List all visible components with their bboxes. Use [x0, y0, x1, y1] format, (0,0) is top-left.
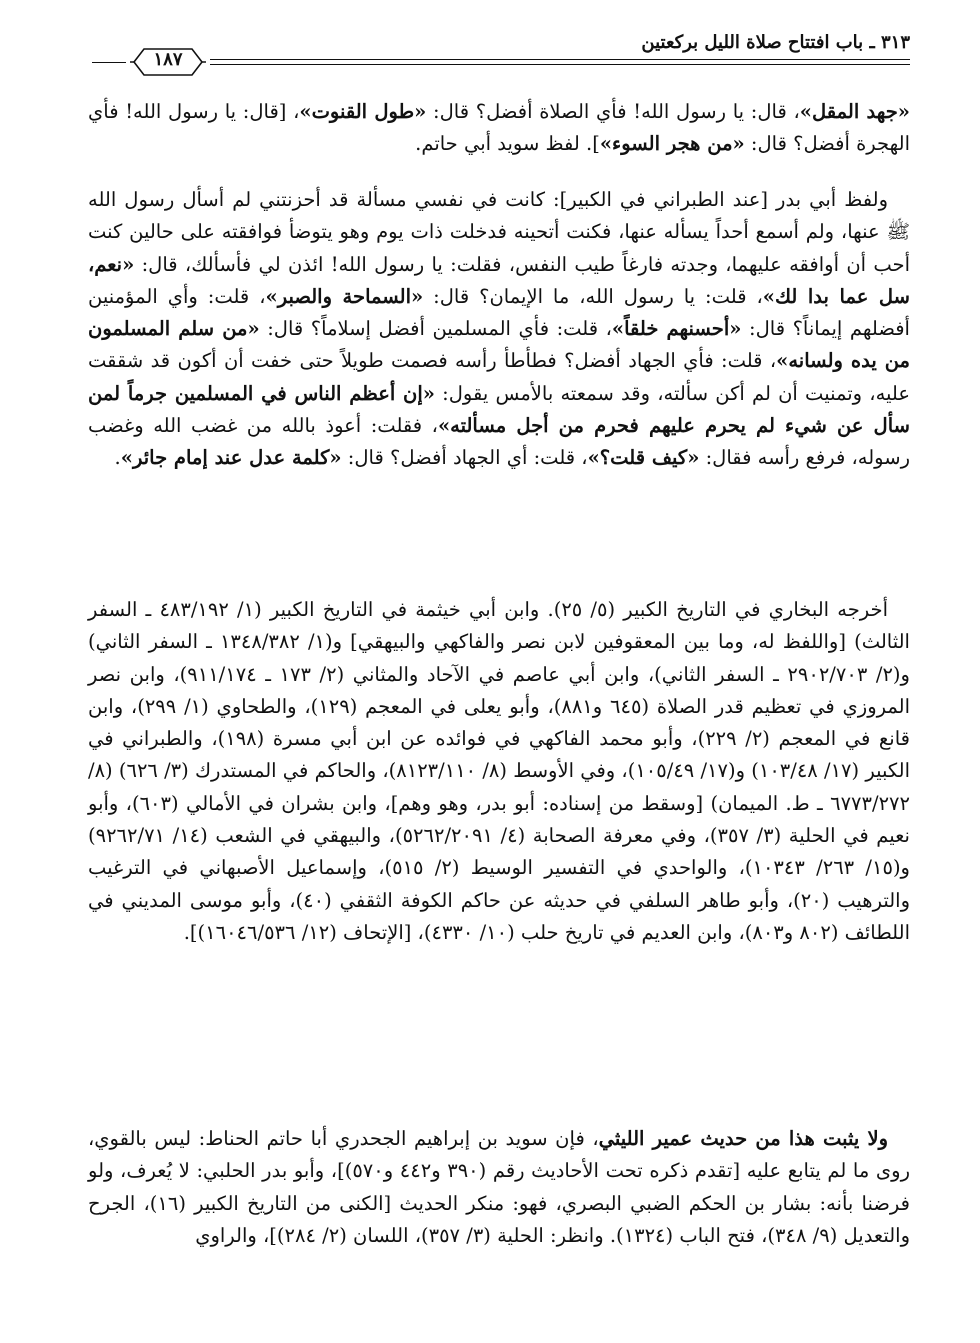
text-span: ، قلت: أي الجهاد أفضل؟ قال: — [341, 446, 588, 470]
header-rule-right-top — [210, 59, 910, 60]
paragraph-isnad-assessment — [88, 1123, 910, 1252]
hadith-quote: «نعم، سل عما بدا لك» — [88, 252, 910, 308]
hadith-quote: «أحسنهم خلقاً» — [611, 317, 742, 341]
text-span: . — [114, 446, 121, 470]
hadith-quote: «طول القنوت» — [299, 100, 427, 123]
text-span: ، قلت: فأي المسلمين أفضل إسلاماً؟ قال: — [259, 317, 612, 341]
page-number: ١٨٧ — [153, 49, 183, 70]
text-span: ، قلت: فأي الجهاد أفضل؟ فطأطأ رأسه فصمت طويلاً حتى خفت أن أكون قد شققت عليه، وتمنيت أن لم أكن سألته، وقد سمعته بالأمس يقول: — [88, 349, 910, 405]
text-span: ، قلت: وأي المؤمنين أفضلهم إيماناً؟ قال: — [88, 284, 910, 341]
text-span: ، فإن سويد بن إبراهيم الجحدري أبا حاتم الحناط: ليس بالقوي، روى ما لم يتابع عليه [تقدم ذكره تحت الأحاديث رقم (٣٩٠ و٤٤٢ و٥٧٠)]، وأبو بدر الحلبي: لا يُعرف، ولو فرضنا بأنه: بشار بن الحكم الضبي البصري، فهو: منكر الحديث [الكنى من التاريخ الكبير (١٦)، الجرح والتعديل (٩/ ٣٤٨)، فتح الباب (١٣٢٤). وانظر: الحلية (٣/ ٣٥٧)، اللسان (٢/ ٢٨٤)]، والراوي — [88, 1127, 910, 1247]
text-span: ، قال: يا رسول الله! فأي الصلاة أفضل؟ قال: — [426, 100, 800, 123]
page-header — [92, 30, 910, 72]
header-rule-right-bottom — [210, 64, 910, 65]
text-span: ، فقلت: أعوذ بالله من غضب الله وغضب رسوله، فرفع رأسه فقال: — [88, 414, 910, 470]
page-number-badge — [130, 46, 206, 78]
ruling-heading: ولا يثبت هذا من حديث عمير الليثي — [598, 1127, 888, 1150]
paragraph-hadith-continuation — [88, 96, 910, 161]
text-span: ، [قال: يا رسول الله! فأي الهجرة أفضل؟ قال: — [88, 100, 910, 156]
hadith-quote: «السماحة والصبر» — [265, 284, 424, 308]
hadith-quote: «من سلم المسلمون من يده ولسانه» — [88, 317, 910, 373]
text-span: ، قلت: يا رسول الله، ما الإيمان؟ قال: — [423, 284, 763, 308]
hadith-quote: «من هجر السوء» — [599, 132, 745, 156]
paragraph-abu-badr-wording — [88, 184, 910, 475]
sources-text: أخرجه البخاري في التاريخ الكبير (٥/ ٢٥). وابن أبي خيثمة في التاريخ الكبير (١/ ٤٨٣/١٩٢ ـ السفر الثالث) [واللفظ له، وما بين المعقوفين لابن نصر والفاكهي والبيهقي] و(١/ ١٣٤٨/٣٨٢ ـ السفر الثاني) و(٢/ ٢٩٠٢/٧٠٣ ـ السفر الثاني)، وابن أبي عاصم في الآحاد والمثاني (٢/ ١٧٣ ـ ٩١١/١٧٤)، وابن نصر المروزي في تعظيم قدر الصلاة (٦٤٥ و٨٨١)، وأبو يعلى في المعجم (١٢٩)، والطحاوي (١/ ٢٩٩)، وابن قانع في المعجم (٢/ ٢٢٩)، وأبو محمد الفاكهي في فوائده عن ابن أبي مسرة (١٩٨)، والطبراني في الكبير (١٧/ ١٠٣/٤٨) و(١٧/ ١٠٥/٤٩)، وفي الأوسط (٨/ ٨١٢٣/١١٠)، والحاكم في المستدرك (٣/ ٦٢٦) (٨/ ٦٧٧٣/٢٧٢ ـ ط. الميمان) [وسقط من إسناده: أبو بدر، وهو وهم]، وابن بشران في الأمالي (٦٠٣)، وأبو نعيم في الحلية (٣/ ٣٥٧)، وفي معرفة الصحابة (٤/ ٥٢٦٢/٢٠٩١)، والبيهقي في الشعب (١٤/ ٩٢٦٢/٧١) و(١٥/ ٢٦٣/ ١٠٣٤٣)، والواحدي في التفسير الوسيط (٢/ ٥١٥)، وإسماعيل الأصبهاني في الترغيب والترهيب (٢٠)، وأبو طاهر السلفي في حديثه عن حاكم الكوفة الثقفي (٤٠)، وأبو موسى المديني في اللطائف (٨٠٢ و٨٠٣)، وابن العديم في تاريخ حلب (١٠/ ٤٣٣٠)، [الإتحاف (١٢/ ١٦٠٤٦/٥٣٦)]. — [87, 598, 911, 944]
text-span: ]. لفظ سويد أبي حاتم. — [415, 132, 600, 156]
text-span: ولفظ أبي بدر [عند الطبراني في الكبير]: كانت في نفسي مسألة قد أحزنتني لم أسأل رسول الله ﷺ عنها، ولم أسمع أحداً يسأله عنها، فكنت أتحينه فدخلت ذات يوم وهو يتوضأ فوافقته على حالين كنت أحب أن أوافقه عليهما، وجدته فارغاً طيب النفس، فقلت: يا رسول الله! ائذن لي فأسألك، قال: — [88, 188, 910, 276]
paragraph-takhrij-sources — [88, 594, 910, 949]
hadith-quote: «جهد المقل» — [799, 100, 910, 123]
header-rule-left — [92, 62, 126, 63]
chapter-title: ٣١٣ ـ باب افتتاح صلاة الليل بركعتين — [641, 32, 910, 53]
hadith-quote: «كلمة عدل عند إمام جائر» — [120, 446, 342, 470]
hadith-quote: «إن أعظم الناس في المسلمين جرماً لمن سأل عن شيء لم يحرم عليهم فحرم من أجل مسألته» — [88, 381, 910, 438]
hadith-quote: «كيف قلت؟» — [587, 446, 700, 470]
